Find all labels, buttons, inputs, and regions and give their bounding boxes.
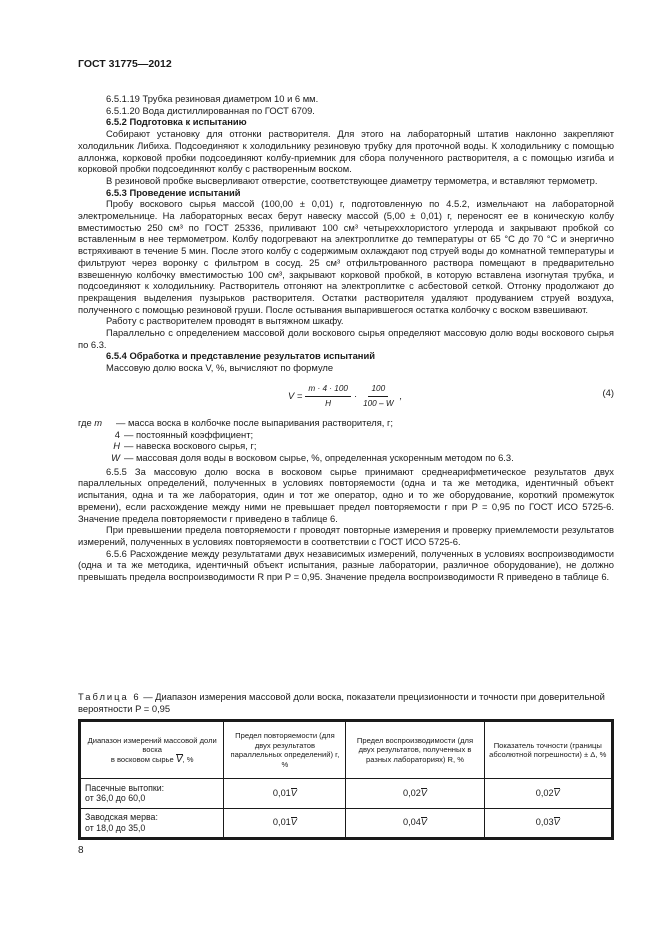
formula-expression (288, 383, 402, 409)
table-6 (78, 719, 614, 840)
definition-text: — навеска воскового сырья, г; (124, 440, 257, 452)
document-header: ГОСТ 31775—2012 (78, 58, 172, 70)
cell-delta: 0,02V (484, 779, 611, 809)
page-number: 8 (78, 845, 84, 856)
table-caption (78, 691, 614, 714)
paragraph-procedure: Пробу воскового сырья массой (100,00 ± 0,01) г, подготовленную по 4.5.2, измельчают на лабораторной электромельнице. На лабораторных весах берут навеску массой (5,00 ± 0,01) г, переносят ее в коническую колбу вместимостью 250 см³ по ГОСТ 25336, приливают 100 см³ четыреххлористого углерода и закрывают пробкой со вставленным в нее термометром. Колбу подогревают на электроплитке до температуры от 65 °C до 70 °C и энергично встряхивают в течение 5 мин. После этого колбу с содержимым охлаждают под струей воды до комнатной температуры и фильтруют через воронку с фильтром в сосуд. 25 см³ отфильтрованного раствора помещают в предварительно взвешенную колбочку вместимостью 100 см³, закрывают корковой пробкой, в которую вставлена изогнутая трубка, и подсоединяют к холодильнику. Растворитель отгоняют на электроплитке с асбестовой сеткой. Отгонку продолжают до прекращения выделения пузырьков растворителя. Остатки растворителя удаляют продуванием струей воздуха, полученного с помощью резиновой груши. После остывания выпарившегося остатка колбочку с воском взвешивают. (78, 198, 614, 315)
fraction-2 (360, 383, 397, 409)
heading-6-5-4: 6.5.4 Обработка и представление результатов испытаний (106, 350, 375, 362)
definition-h (78, 440, 614, 452)
formula-4 (78, 379, 614, 413)
cell-range: Заводская мерва: от 18,0 до 35,0 (81, 808, 224, 838)
paragraph-thermometer: В резиновой пробке высверливают отверстие, соответствующее диаметру термометра, и вставляют термометр. (106, 174, 598, 186)
heading-6-5-3: 6.5.3 Проведение испытаний (106, 186, 241, 198)
definition-symbol: W (111, 451, 120, 463)
definition-symbol: 4 (114, 428, 120, 440)
header-repeatability: Предел повторяемости (для двух результатов параллельных определений) r, % (224, 722, 346, 779)
fraction-1-numerator: m · 4 · 100 (305, 383, 351, 397)
definition-symbol: H (113, 440, 120, 452)
table-row (81, 779, 612, 809)
definition-text: — постоянный коэффициент; (124, 428, 254, 440)
formula-dot: · (353, 390, 358, 402)
definition-text: — массовая доля воды в восковом сырье, %, определенная ускоренным методом по 6.3. (124, 451, 514, 463)
definition-symbol: где m (78, 416, 103, 428)
header-range: Диапазон измерений массовой доли воска в восковом сырье V, % (81, 722, 224, 779)
fraction-2-numerator: 100 (368, 383, 388, 397)
formula-lhs: V = (288, 390, 303, 402)
fraction-1-denominator: H (325, 398, 332, 408)
header-accuracy: Показатель точности (границы абсолютной погрешности) ± Δ, % (484, 722, 611, 779)
definition-m (78, 417, 614, 429)
cell-range: Пасечные вытопки: от 36,0 до 60,0 (81, 779, 224, 809)
paragraph-6-5-1-19: 6.5.1.19 Трубка резиновая диаметром 10 и 6 мм. (106, 93, 319, 104)
definition-4 (78, 429, 614, 441)
definition-w (78, 452, 614, 464)
cell-delta: 0,03V (484, 808, 611, 838)
table-header-row (81, 722, 612, 779)
paragraph-6-5-5: 6.5.5 За массовую долю воска в восковом сырье принимают среднеарифметическое результатов двух параллельных определений, полученных в условиях повторяемости (одна и та же методика, идентичный объект испытания, одна и та же лаборатория, один и тот же оператор, одно и то же оборудование, короткий промежуток времени), если расхождение между ними не превышает предел повторяемости r при P = 0,95 по ГОСТ ИСО 5725-6. Значение предела повторяемости r приведено в таблице 6. (78, 465, 614, 524)
paragraph-6-5-1-20: 6.5.1.20 Вода дистиллированная по ГОСТ 6709. (106, 104, 315, 116)
formula-number: (4) (602, 386, 614, 398)
fraction-2-denominator: 100 – W (363, 398, 394, 408)
table-label: Таблица 6 (78, 691, 141, 702)
cell-r: 0,01V (224, 808, 346, 838)
cell-R: 0,04V (346, 808, 484, 838)
fraction-1 (305, 383, 351, 409)
table-row (81, 808, 612, 838)
heading-6-5-2: 6.5.2 Подготовка к испытанию (106, 116, 247, 128)
main-text (78, 93, 614, 583)
definitions-list (78, 417, 614, 464)
paragraph-parallel: Параллельно с определением массовой доли воскового сырья определяют массовую долю воды воскового сырья по 6.3. (78, 327, 614, 350)
paragraph-6-5-6: 6.5.6 Расхождение между результатами двух независимых измерений, полученных в условиях воспроизводимости (одна и та же методика, идентичный объект испытания, разные лаборатории, различное оборудование), не должно превышать предела воспроизводимости R при P = 0,95. Значение предела воспроизводимости R приведено в таблице 6. (78, 547, 614, 583)
header-reproducibility: Предел воспроизводимости (для двух результатов, полученных в разных лабораториях) R, % (346, 722, 484, 779)
formula-end: , (399, 390, 403, 402)
cell-r: 0,01V (224, 779, 346, 809)
paragraph-fume-hood: Работу с растворителем проводят в вытяжном шкафу. (106, 315, 344, 327)
paragraph-formula-intro: Массовую долю воска V, %, вычисляют по формуле (106, 362, 334, 374)
table-caption-text: — Диапазон измерения массовой доли воска, показатели прецизионности и точности при доверительной вероятности P = 0,95 (78, 691, 605, 714)
definition-text: — масса воска в колбочке после выпаривания растворителя, г; (116, 416, 394, 428)
paragraph-repeatability-exceed: При превышении предела повторяемости r проводят повторные измерения и проверку приемлемости результатов измерений, полученных в условиях повторяемости в соответствии с ГОСТ ИСО 5725-6. (78, 524, 614, 547)
paragraph-assembly: Собирают установку для отгонки растворителя. Для этого на лабораторный штатив наклонно закрепляют холодильник Либиха. Подсоединяют к холодильнику резиновую трубку для проточной воды. К холодильнику с помощью аллонжа, корковой пробки подсоединяют колбу-приемник для сбора полученного растворителя, а с помощью изгиба и корковой пробки подсоединяют колбу с растворенным воском. (78, 128, 614, 175)
cell-R: 0,02V (346, 779, 484, 809)
